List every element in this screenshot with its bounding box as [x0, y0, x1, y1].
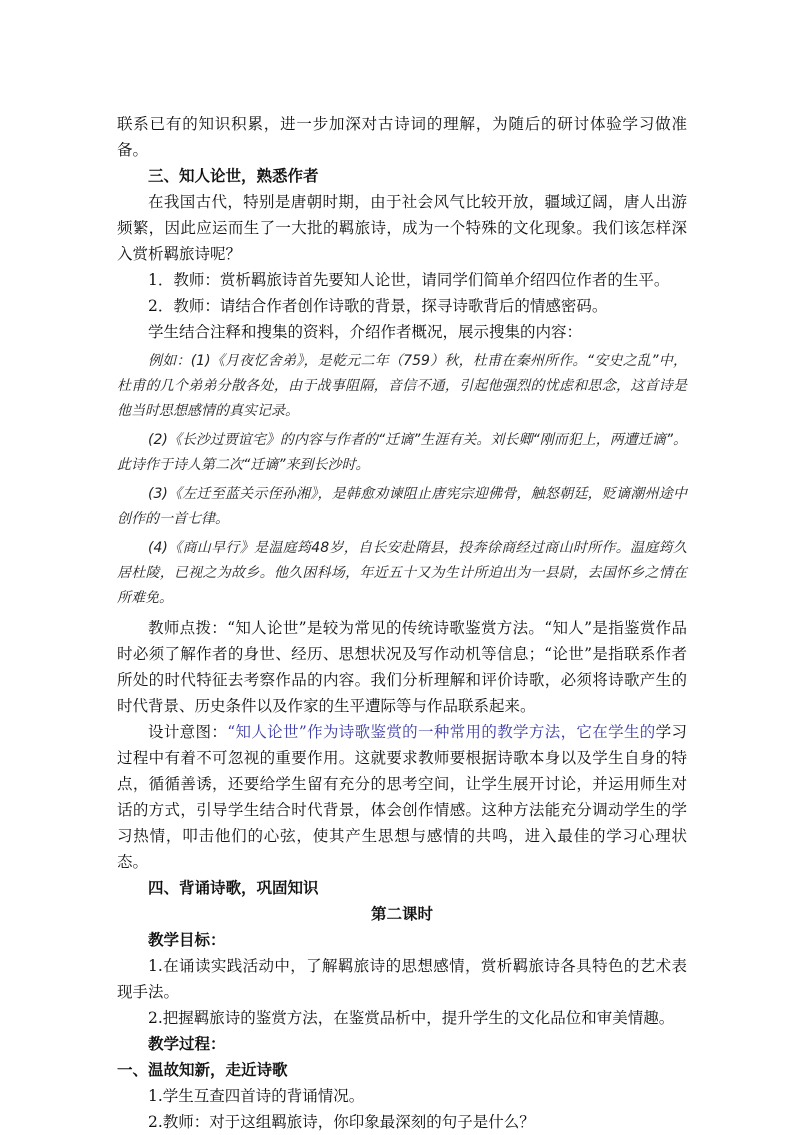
- section-heading-3: 三、知人论世，熟悉作者: [148, 166, 319, 185]
- teacher-question-2: 2．教师：请结合作者创作诗歌的背景，探寻诗歌背后的情感密码。: [148, 297, 608, 315]
- goal-1: 1.在诵读实践活动中，了解羁旅诗的思想感情，赏析羁旅诗各具特色的艺术表现手法。: [117, 957, 687, 1001]
- teaching-goals-heading: 教学目标：: [148, 930, 226, 949]
- section-heading-4: 四、背诵诗歌，巩固知识: [148, 878, 319, 897]
- design-intent-label: 设计意图：: [148, 723, 228, 741]
- design-intent-rest: 学习过程中有着不可忽视的重要作用。这就要求教师要根据诗歌本身以及学生自身的特点，循循善诱，还要给学生留有充分的思考空间，让学生展开讨论，并运用师生对话的方式，引导学生结合时代背景，体会创作情感。这种方法能充分调动学生的学习热情，叩击他们的心弦，使其产生思想与感情的共鸣，进入最佳的学习心理状态。: [117, 723, 687, 871]
- intro-paragraph: 联系已有的知识积累，进一步加深对古诗词的理解，为随后的研讨体验学习做准备。: [117, 115, 687, 159]
- teacher-question-1: 1．教师：赏析羁旅诗首先要知人论世，请同学们简单介绍四位作者的生平。: [148, 271, 670, 289]
- lesson-2-title: 第二课时: [370, 904, 433, 923]
- step-1-item-1: 1.学生互查四首诗的背诵情况。: [148, 1087, 365, 1105]
- students-paragraph: 学生结合注释和搜集的资料，介绍作者概况，展示搜集的内容：: [148, 323, 583, 341]
- background-paragraph: 在我国古代，特别是唐朝时期，由于社会风气比较开放，疆域辽阔，唐人出游频繁，因此应运而生了一大批的羁旅诗，成为一个特殊的文化现象。我们该怎样深入赏析羁旅诗呢？: [117, 193, 687, 263]
- design-intent-highlight: “知人论世”作为诗歌鉴赏的一种常用的教学方法，它在学生的: [227, 723, 656, 741]
- teacher-guidance-paragraph: 教师点拨：“知人论世”是较为常见的传统诗歌鉴赏方法。“知人”是指鉴赏作品时必须了解作者的身世、经历、思想状况及写作动机等信息；“论世”是指联系作者所处的时代特征去考察作品的内容。我们分析理解和评价诗歌，必须将诗歌产生的时代背景、历史条件以及作家的生平遭际等与作品联系起来。: [117, 619, 687, 715]
- step-1-heading: 一、温故知新，走近诗歌: [117, 1060, 288, 1079]
- example-2: (2)《长沙过贾谊宅》的内容与作者的“迁谪”生涯有关。刘长卿“刚而犯上，两遭迁谪”。此诗作于诗人第二次“迁谪”来到长沙时。: [117, 432, 687, 473]
- teaching-process-heading: 教学过程：: [148, 1034, 226, 1053]
- example-1: 例如：(1)《月夜忆舍弟》，是乾元二年（759）秋，杜甫在秦州所作。“安史之乱”中，杜甫的几个弟弟分散各处，由于战事阻隔，音信不通，引起他强烈的忧虑和思念，这首诗是他当时思想感情的真实记录。: [117, 353, 687, 419]
- step-1-item-2: 2.教师：对于这组羁旅诗，你印象最深刻的句子是什么？: [148, 1113, 535, 1131]
- design-intent-paragraph: [117, 719, 687, 875]
- goal-2: 2.把握羁旅诗的鉴赏方法，在鉴赏品析中，提升学生的文化品位和审美情趣。: [148, 1009, 675, 1027]
- document-body: [117, 111, 687, 1135]
- example-3: (3)《左迁至蓝关示侄孙湘》，是韩愈劝谏阻止唐宪宗迎佛骨，触怒朝廷，贬谪潮州途中创作的一首七律。: [117, 486, 687, 527]
- example-4: (4)《商山早行》是温庭筠48岁，自长安赴隋县，投奔徐商经过商山时所作。温庭筠久居杜陵，已视之为故乡。他久困科场，年近五十又为生计所迫出为一县尉，去国怀乡之情在所难免。: [117, 540, 687, 606]
